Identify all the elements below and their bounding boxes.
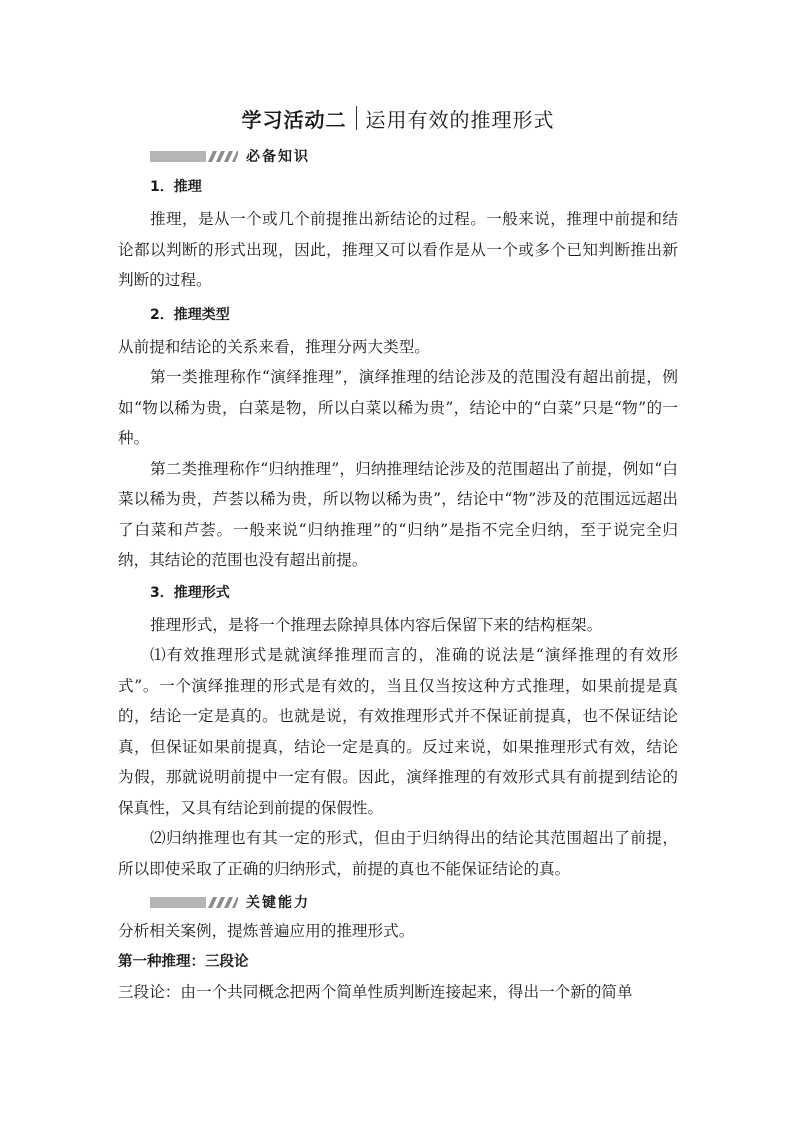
- paragraph: 第一类推理称作“演绎推理”，演绎推理的结论涉及的范围没有超出前提，例如“物以稀为贵，白菜是物，所以白菜以稀为贵”，结论中的“白菜”只是“物”的一种。: [118, 368, 678, 447]
- paragraph: ⑵归纳推理也有其一定的形式，但由于归纳得出的结论其范围超出了前提，所以即使采取了正确的归纳形式，前提的真也不能保证结论的真。: [118, 829, 678, 878]
- section-title: 关键能力: [246, 895, 310, 911]
- paragraph: 从前提和结论的关系来看，推理分两大类型。: [118, 337, 430, 356]
- heading-reasoning: 1．推理: [150, 179, 202, 195]
- page-title: [118, 98, 678, 138]
- heading-syllogism: 第一种推理：三段论: [118, 953, 249, 970]
- paragraph: 推理形式，是将一个推理去除掉具体内容后保留下来的结构框架。: [150, 615, 603, 634]
- heading-reasoning-types: 2．推理类型: [150, 306, 230, 323]
- paragraph: 推理，是从一个或几个前提推出新结论的过程。一般来说，推理中前提和结论都以判断的形式出现，因此，推理又可以看作是从一个或多个已知判断推出新判断的过程。: [118, 210, 678, 289]
- section-banner-required-knowledge: [150, 142, 678, 170]
- heading-reasoning-forms: 3．推理形式: [150, 584, 230, 601]
- banner-stripe-icon: [150, 897, 238, 908]
- paragraph: 第二类推理称作“归纳推理”，归纳推理结论涉及的范围超出了前提，例如“白菜以稀为贵，芦荟以稀为贵，所以物以稀为贵”，结论中“物”涉及的范围远远超出了白菜和芦荟。一般来说“归纳推理”的“归纳”是指不完全归纳，至于说完全归纳，其结论的范围也没有超出前提。: [118, 459, 678, 569]
- title-main: 学习活动二: [241, 107, 347, 132]
- title-sub: 运用有效的推理形式: [365, 107, 555, 132]
- section-title: 必备知识: [246, 149, 310, 165]
- paragraph: ⑴有效推理形式是就演绎推理而言的，准确的说法是“演绎推理的有效形式”。一个演绎推理的形式是有效的，当且仅当按这种方式推理，如果前提是真的，结论一定是真的。也就是说，有效推理形式并不保证前提真，也不保证结论真，但保证如果前提真，结论一定是真的。反过来说，如果推理形式有效，结论为假，那就说明前提中一定有假。因此，演绎推理的有效形式具有前提到结论的保真性，又具有结论到前提的保假性。: [118, 646, 678, 817]
- document-page: [118, 98, 678, 1008]
- paragraph: 分析相关案例，提炼普遍应用的推理形式。: [118, 922, 415, 940]
- banner-stripe-icon: [150, 151, 238, 162]
- title-divider: [356, 106, 357, 130]
- paragraph: 三段论：由一个共同概念把两个简单性质判断连接起来，得出一个新的简单: [118, 983, 633, 1001]
- section-banner-key-ability: [150, 888, 678, 916]
